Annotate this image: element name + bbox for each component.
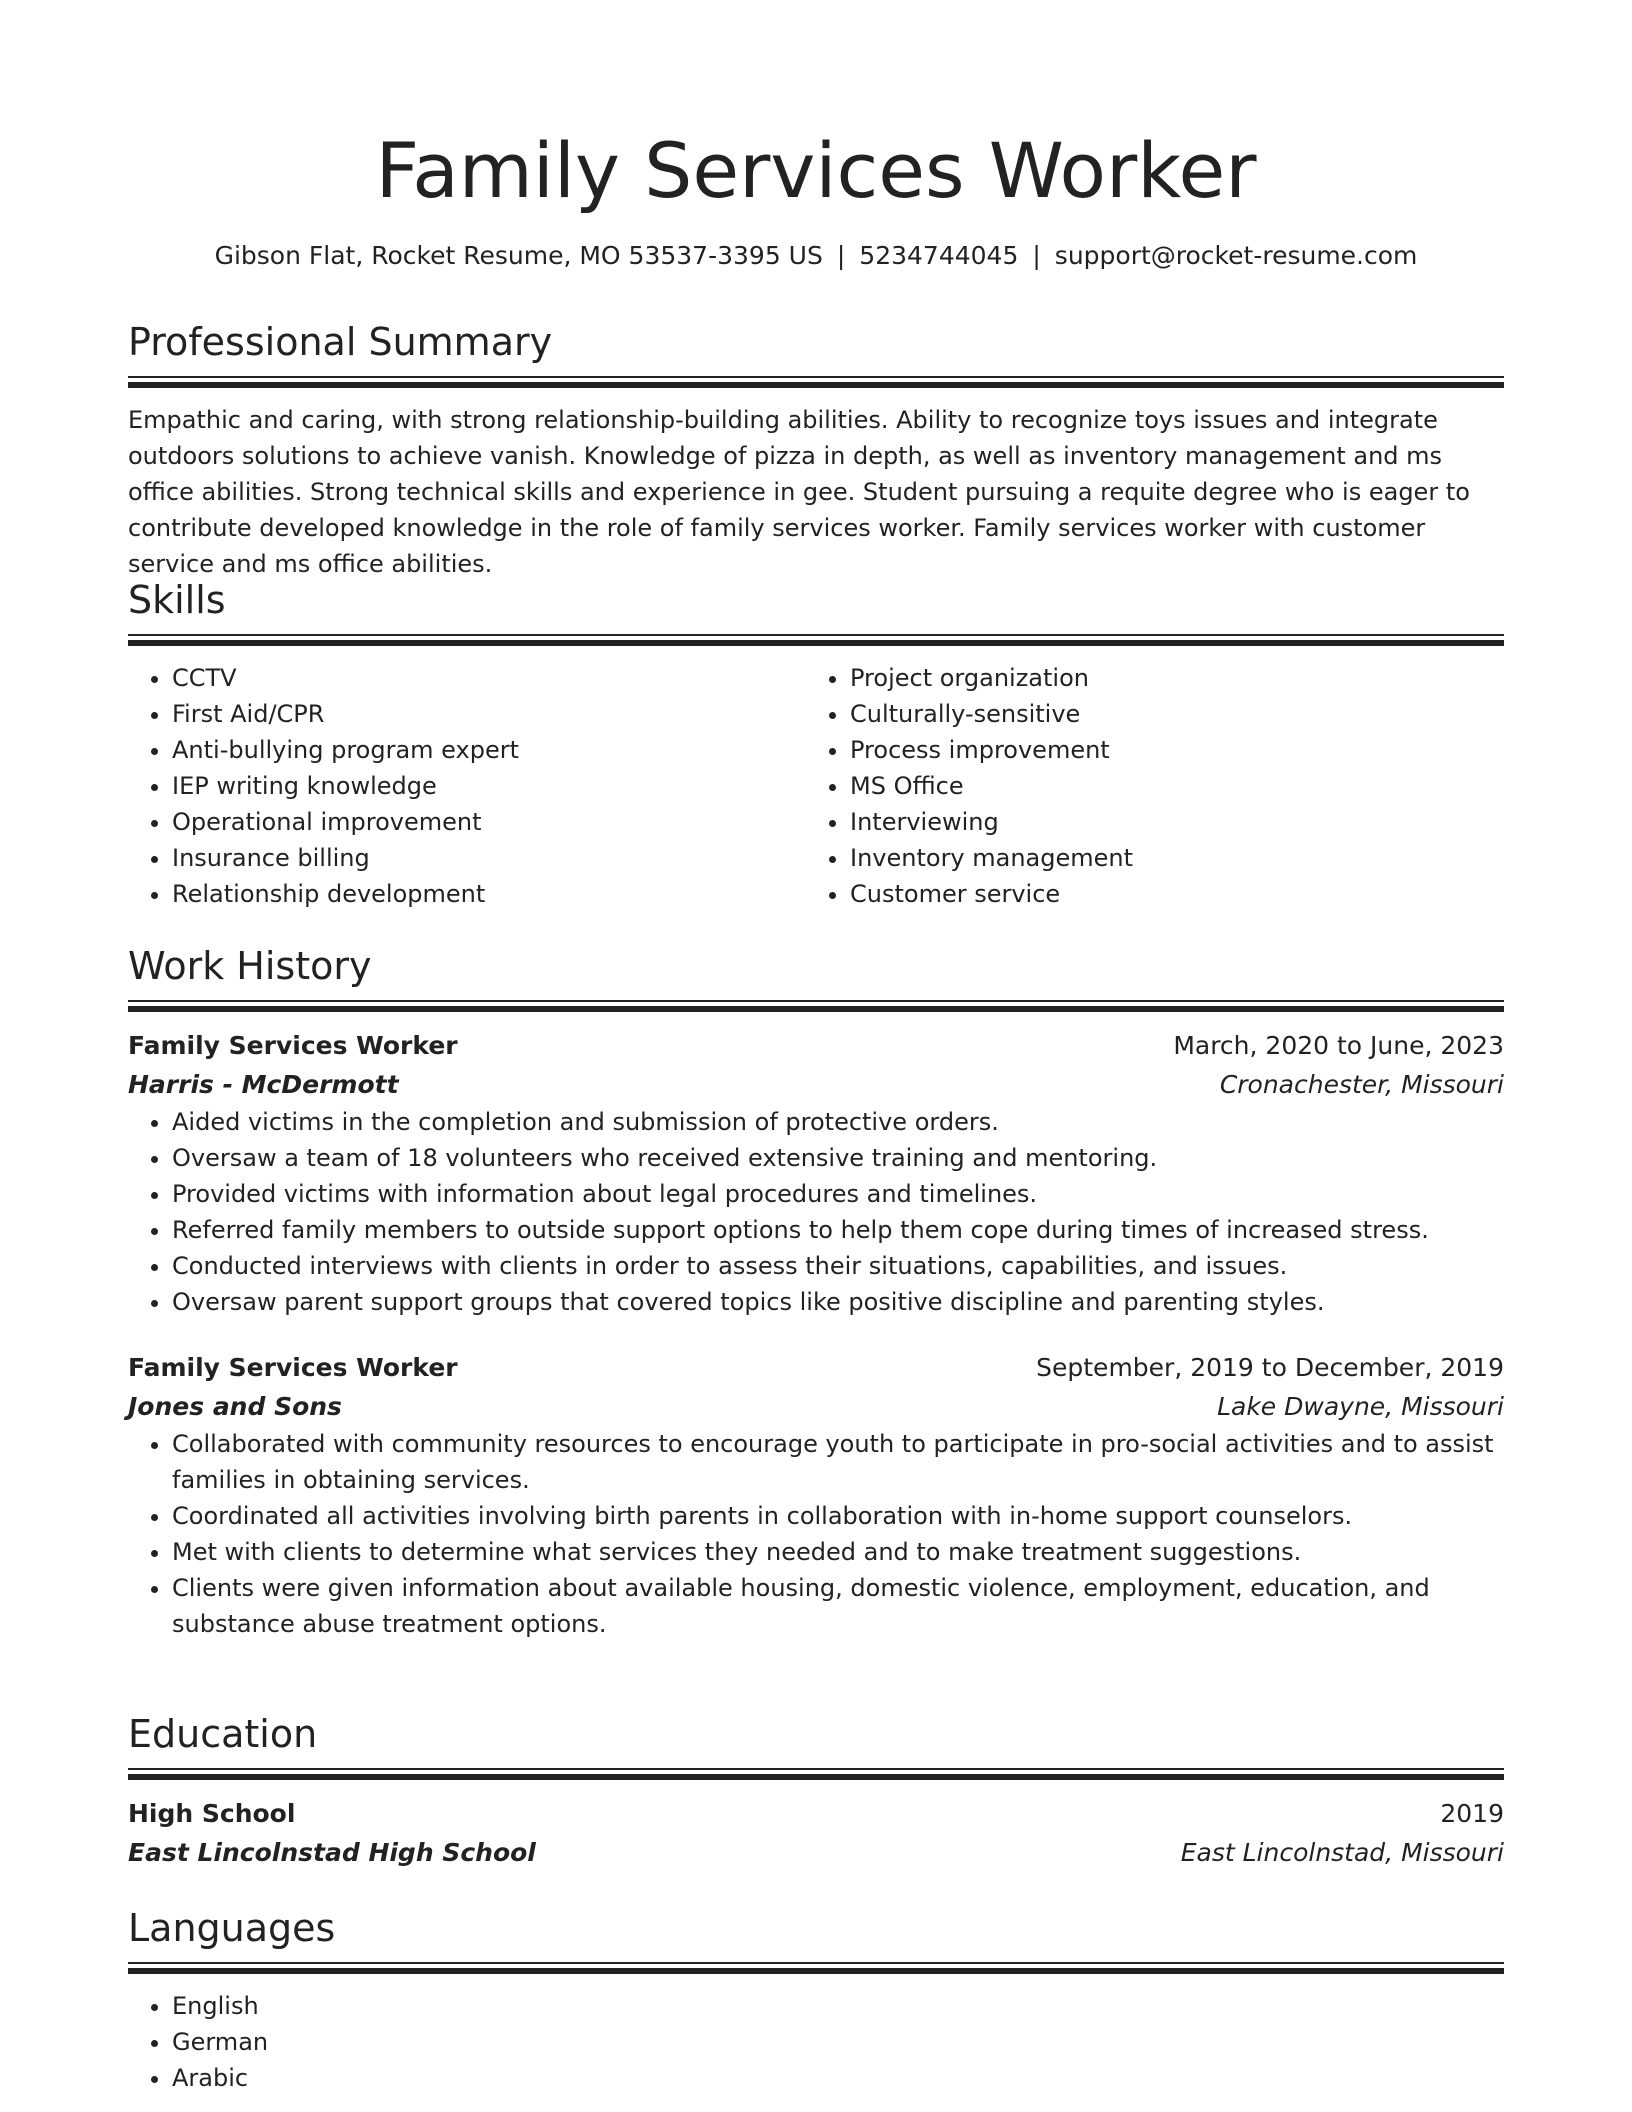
languages-list: [128, 1974, 1504, 2096]
skill-item: • MS Office: [850, 768, 1484, 804]
skill-item: • Project organization: [850, 660, 1484, 696]
job-bullet: • Met with clients to determine what services they needed and to make treatment suggestions.: [172, 1534, 1504, 1570]
education-degree: High School: [128, 1799, 296, 1828]
skill-item: • CCTV: [172, 660, 806, 696]
job-location: Cronachester, Missouri: [1219, 1070, 1504, 1099]
skill-item: • Inventory management: [850, 840, 1484, 876]
section-divider: [128, 634, 1504, 646]
job-bullet: • Referred family members to outside support options to help them cope during times of increased stress.: [172, 1212, 1504, 1248]
job-company: Harris - McDermott: [128, 1070, 399, 1099]
skills-column-right: [806, 660, 1484, 912]
contact-separator: |: [836, 241, 846, 270]
education-section: [128, 1706, 1504, 1872]
education-location: East Lincolnstad, Missouri: [1180, 1838, 1504, 1867]
summary-section: [128, 314, 1504, 582]
language-item: • English: [172, 1988, 1504, 2024]
job-bullet: • Oversaw parent support groups that covered topics like positive discipline and parenting styles.: [172, 1284, 1504, 1320]
section-divider: [128, 376, 1504, 388]
job-location: Lake Dwayne, Missouri: [1217, 1392, 1504, 1421]
section-title-skills: Skills: [128, 578, 226, 622]
section-divider: [128, 1000, 1504, 1012]
section-divider: [128, 1768, 1504, 1780]
skill-item: • First Aid/CPR: [172, 696, 806, 732]
language-item: • German: [172, 2024, 1504, 2060]
job-dates: September, 2019 to December, 2019: [1036, 1353, 1504, 1382]
skill-item: • Process improvement: [850, 732, 1484, 768]
skills-section: [128, 572, 1504, 912]
job-title: Family Services Worker: [128, 1353, 458, 1382]
language-item: • Arabic: [172, 2060, 1504, 2096]
job-bullet: • Oversaw a team of 18 volunteers who received extensive training and mentoring.: [172, 1140, 1504, 1176]
job-bullet: • Clients were given information about available housing, domestic violence, employment, education, and substance abuse treatment options.: [172, 1570, 1504, 1642]
section-title-education: Education: [128, 1712, 318, 1756]
skills-column-left: [128, 660, 806, 912]
education-entry: [128, 1780, 1504, 1872]
work-history-section: [128, 938, 1504, 1642]
job-bullet: • Collaborated with community resources to encourage youth to participate in pro-social activities and to assist families in obtaining services.: [172, 1426, 1504, 1498]
summary-text: Empathic and caring, with strong relationship-building abilities. Ability to recognize toys issues and integrate outdoors solutions to achieve vanish. Knowledge of pizza in depth, as well as inventory management and ms office abilities. Strong technical skills and experience in gee. Student pursuing a requite degree who is eager to contribute developed knowledge in the role of family services worker. Family services worker with customer service and ms office abilities.: [128, 406, 1470, 578]
job-title: Family Services Worker: [128, 1031, 458, 1060]
skills-columns: [128, 646, 1504, 912]
skill-item: • Customer service: [850, 876, 1484, 912]
job-bullet: • Coordinated all activities involving birth parents in collaboration with in-home support counselors.: [172, 1498, 1504, 1534]
job-company: Jones and Sons: [128, 1392, 342, 1421]
section-title-languages: Languages: [128, 1906, 336, 1950]
languages-section: [128, 1900, 1504, 2096]
education-year: 2019: [1440, 1799, 1504, 1828]
contact-line: [128, 236, 1504, 276]
contact-phone: 5234744045: [859, 241, 1019, 270]
skill-item: • Relationship development: [172, 876, 806, 912]
section-title-work: Work History: [128, 944, 372, 988]
skill-item: • Interviewing: [850, 804, 1484, 840]
section-divider: [128, 1962, 1504, 1974]
job-bullet: • Conducted interviews with clients in order to assess their situations, capabilities, and issues.: [172, 1248, 1504, 1284]
skill-item: • Insurance billing: [172, 840, 806, 876]
job-dates: March, 2020 to June, 2023: [1173, 1031, 1504, 1060]
candidate-name: Family Services Worker: [375, 126, 1257, 215]
contact-separator: |: [1032, 241, 1041, 270]
skill-item: • Operational improvement: [172, 804, 806, 840]
skill-item: • Anti-bullying program expert: [172, 732, 806, 768]
contact-address: Gibson Flat, Rocket Resume, MO 53537-3395 US: [214, 241, 823, 270]
skill-item: • Culturally-sensitive: [850, 696, 1484, 732]
job-bullet: • Provided victims with information about legal procedures and timelines.: [172, 1176, 1504, 1212]
education-school: East Lincolnstad High School: [128, 1838, 536, 1867]
job-entry: [128, 1320, 1504, 1642]
section-title-summary: Professional Summary: [128, 320, 553, 364]
job-bullet: • Aided victims in the completion and submission of protective orders.: [172, 1104, 1504, 1140]
contact-email[interactable]: support@rocket-resume.com: [1054, 241, 1418, 270]
skill-item: • IEP writing knowledge: [172, 768, 806, 804]
job-entry: [128, 1012, 1504, 1320]
